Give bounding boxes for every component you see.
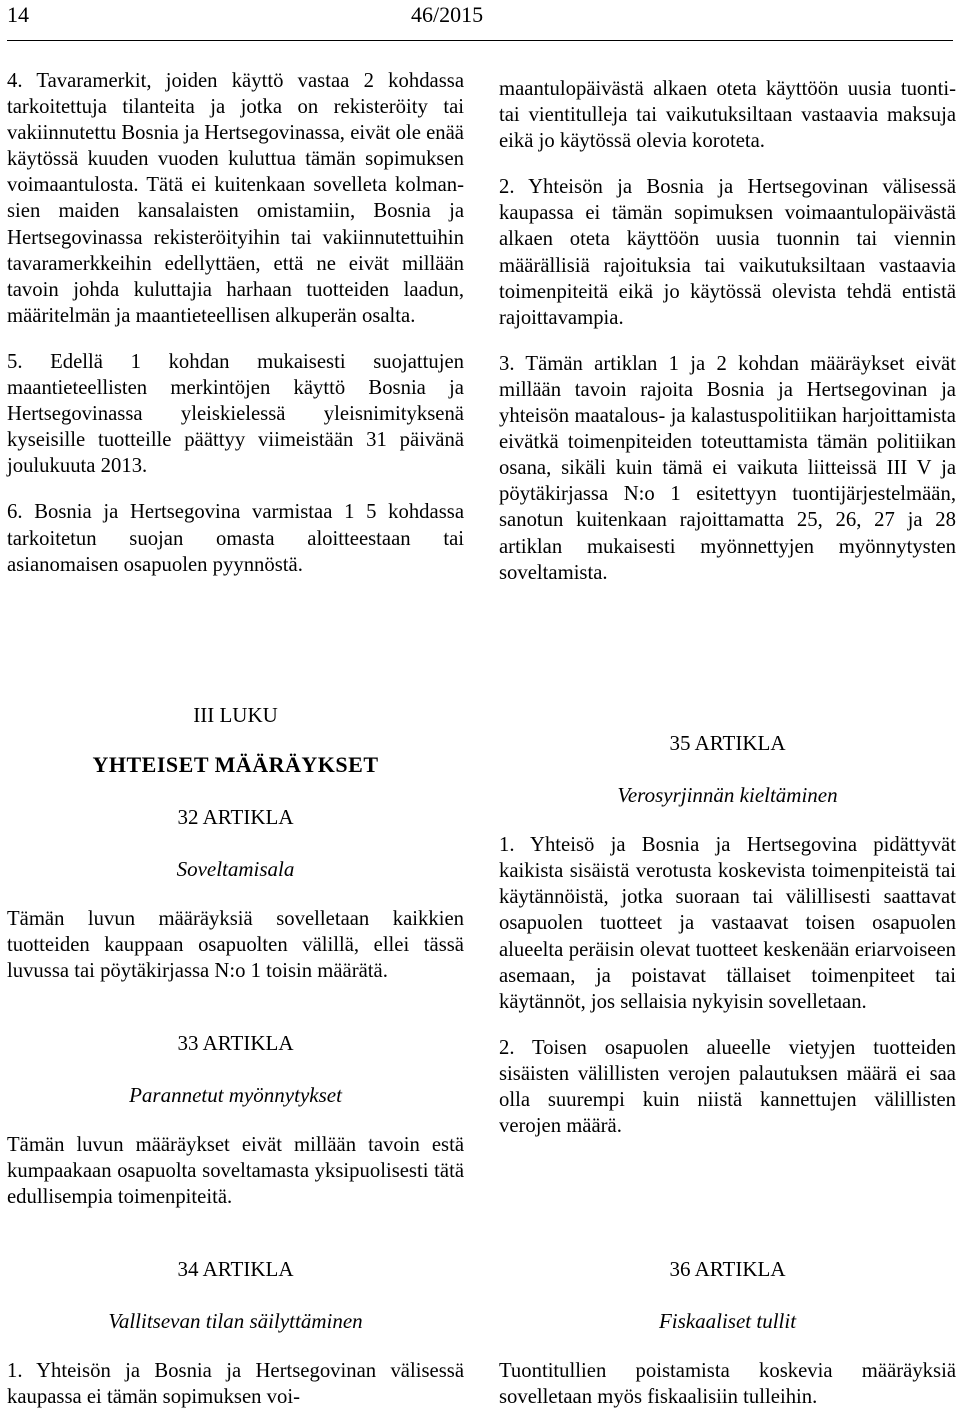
article-34 — [7, 1256, 464, 1410]
article-33-title: Parannetut myönnytykset — [129, 1083, 342, 1108]
paragraph-4: 4. Tavaramerkit, joiden käyttö vastaa 2 kohdassa tarkoitettuja tilanteita ja jotka on rekisteröity tai vakiinnutettu Bosnia ja Hertsegovinassa, eivät ole enää käytössä kuuden vuoden kuluttua tämän sopimuksen voimaantulosta. Tätä ei kuitenkaan sovelleta kolmansien maiden kansalaisten omistamiin, Bosnia ja Hertsegovinassa rekisteröityihin tai vakiinnutettuihin tavaramerkkeihin edellyttäen, että ne eivät millään tavoin johda kuluttajia harhaan tuotteiden laadun, määritelmän ja maantieteellisen alkuperän osalta. — [7, 70, 464, 327]
article-35 — [499, 730, 956, 1139]
article-35-paragraph-1: 1. Yhteisö ja Bosnia ja Hertsegovina pidättyvät kaikista sisäistä verotusta koskevista toimenpiteistä tai käytännöistä, jotka suoraan tai välillisesti saattavat osapuolen tuotteet ja vastaavat toisen osapuolen alueelta peräisin olevat tuotteet keskenään eriarvoiseen asemaan, ja poistavat tällaiset toimenpiteet tai käytännöt, jos sellaisia nykyisin sovelletaan. — [499, 834, 956, 1013]
article-36 — [499, 1256, 956, 1410]
paragraph-continued: maantulopäivästä alkaen oteta käyttöön uusia tuonti- tai vientitulleja tai vaikutuksiltaan vastaavia maksuja eikä jo käytössä olevia koroteta. — [499, 78, 956, 153]
chapter-heading — [7, 702, 464, 728]
chapter-number: III LUKU — [193, 703, 278, 727]
article-32-number: 32 ARTIKLA — [177, 805, 294, 829]
article-36-title: Fiskaaliset tullit — [658, 1309, 797, 1334]
article-33 — [7, 1030, 464, 1210]
article-35-title: Verosyrjinnän kieltäminen — [617, 783, 838, 808]
paragraph-3: 3. Tämän artiklan 1 ja 2 kohdan määräykset eivät millään tavoin rajoita Bosnia ja Hertsegovinan ja yhteisön maatalous- ja kalastuspolitiikan harjoittamista eivätkä toimenpiteiden toteuttamista tämän politiikan osana, sikäli kuin tämä ei vaikuta liitteissä III V ja pöytäkirjassa N:o 1 esitettyyn tuontijärjestelmään, sanotun kuitenkaan rajoittamatta 25, 26, 27 ja 28 artiklan mukaisesti myönnettyjen myönnytysten soveltamista. — [499, 352, 956, 584]
article-35-paragraph-2: 2. Toisen osapuolen alueelle vietyjen tuotteiden sisäisten välillisten verojen palautuksen määrä ei saa olla suurempi kuin niistä kannettujen välillisten verojen määrä. — [499, 1036, 956, 1138]
paragraph-5: 5. Edellä 1 kohdan mukaisesti suojattujen maantieteellisten merkintöjen käyttö Bosnia ja Hertsegovinassa yleiskielessä yleisnimityksenä kyseisille tuotteille päättyy viimeistään 31 päivänä joulukuuta 2013. — [7, 350, 464, 478]
chapter-title-wrap — [7, 752, 464, 778]
article-32-title: Soveltamisala — [176, 857, 295, 882]
article-36-number: 36 ARTIKLA — [669, 1257, 786, 1281]
left-column-top — [7, 68, 464, 578]
right-column-top — [499, 76, 956, 586]
chapter-title: YHTEISET MÄÄRÄYKSET — [92, 752, 379, 777]
article-34-text: 1. Yhteisön ja Bosnia ja Hertsegovinan välisessä kaupassa ei tämän sopimuksen voi- — [7, 1360, 464, 1409]
article-34-number: 34 ARTIKLA — [177, 1257, 294, 1281]
article-33-number: 33 ARTIKLA — [177, 1031, 294, 1055]
issue-number: 46/2015 — [411, 2, 484, 27]
article-36-text: Tuontitullien poistamista koskevia määräyksiä sovelletaan myös fiskaalisiin tulleihin. — [499, 1360, 956, 1409]
header-rule — [7, 40, 953, 41]
article-33-text: Tämän luvun määräykset eivät millään tavoin estä kumpaakaan osapuolta soveltamasta yksipuolisesti tätä edullisempia toimenpiteitä. — [7, 1134, 464, 1209]
page-number: 14 — [7, 2, 29, 27]
page-header — [7, 2, 953, 32]
paragraph-6: 6. Bosnia ja Hertsegovina varmistaa 1 5 kohdassa tarkoitetun suojan omasta aloitteestaan tai asianomaisen osapuolen pyynnöstä. — [7, 501, 464, 576]
paragraph-2: 2. Yhteisön ja Bosnia ja Hertsegovinan välisessä kaupassa ei tämän sopimuksen voimaantulopäivästä alkaen oteta käyttöön uusia tuonnin tai viennin määrällisiä rajoituksia tai vaikutuksiltaan vastaavia toimenpiteitä eikä jo käytössä olevista tehdä entistä rajoittavampia. — [499, 176, 956, 329]
article-32 — [7, 804, 464, 984]
article-35-number: 35 ARTIKLA — [669, 731, 786, 755]
article-34-title: Vallitsevan tilan säilyttäminen — [108, 1309, 363, 1334]
article-32-text: Tämän luvun määräyksiä sovelletaan kaikkien tuotteiden kauppaan osapuolten välillä, ellei tässä luvussa tai pöytäkirjassa N:o 1 toisin määrätä. — [7, 908, 464, 983]
